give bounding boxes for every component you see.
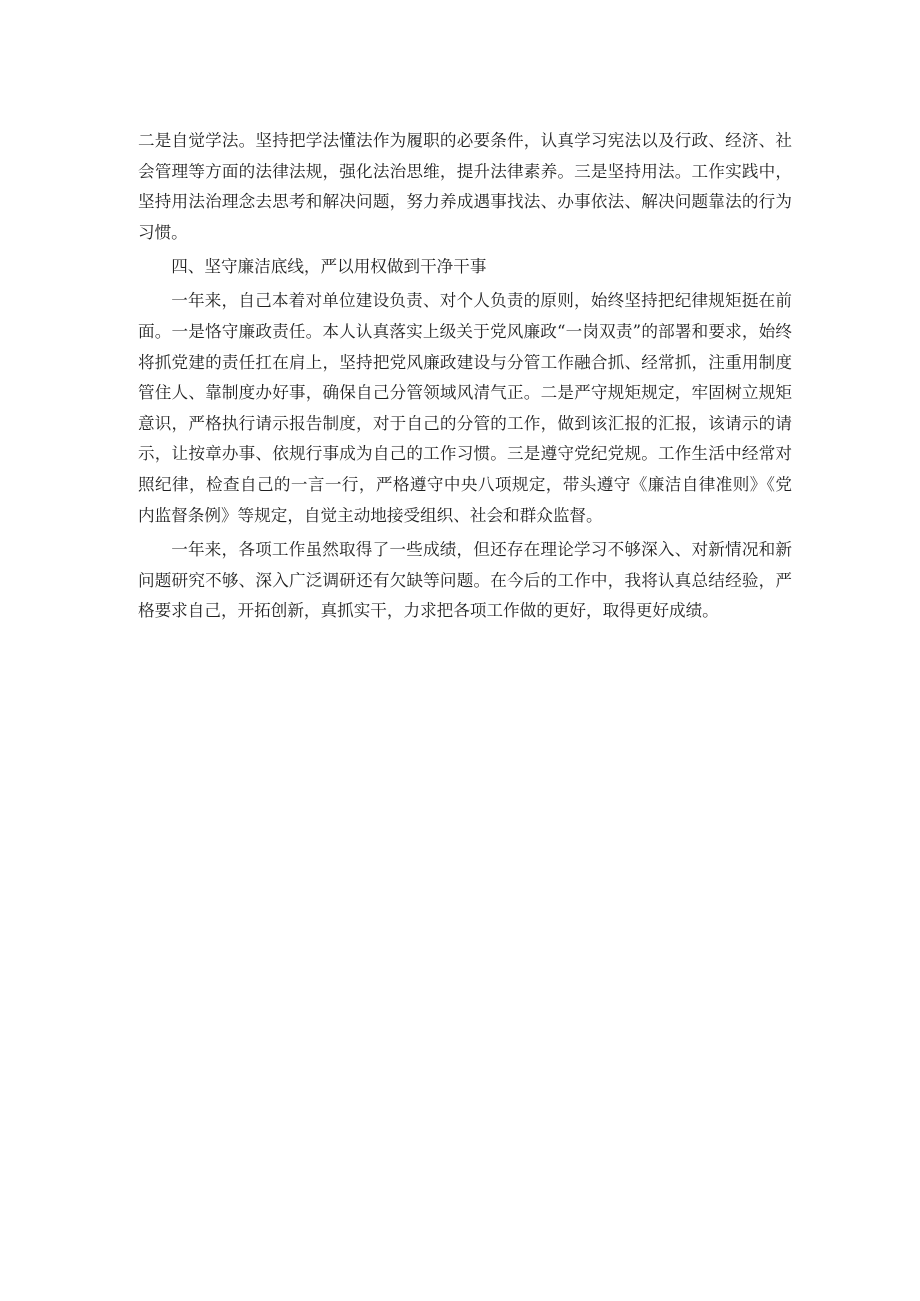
document-body — [138, 126, 792, 627]
section-heading-integrity: 四、坚守廉洁底线，严以用权做到干净干事 — [171, 257, 487, 277]
paragraph-discipline: 一年来，自己本着对单位建设负责、对个人负责的原则，始终坚持把纪律规矩挺在前面。一是恪守廉政责任。本人认真落实上级关于党风廉政“一岗双责”的部署和要求，始终将抓党建的责任扛在肩上，坚持把党风廉政建设与分管工作融合抓、经常抓，注重用制度管住人、靠制度办好事，确保自己分管领域风清气正。二是严守规矩规定，牢固树立规矩意识，严格执行请示报告制度，对于自己的分管的工作，做到该汇报的汇报，该请示的请示，让按章办事、依规行事成为自己的工作习惯。三是遵守党纪党规。工作生活中经常对照纪律，检查自己的一言一行，严格遵守中央八项规定，带头遵守《廉洁自律准则》《党内监督条例》等规定，自觉主动地接受组织、社会和群众监督。 — [138, 291, 792, 525]
paragraph-summary: 一年来，各项工作虽然取得了一些成绩，但还存在理论学习不够深入、对新情况和新问题研究不够、深入广泛调研还有欠缺等问题。在今后的工作中，我将认真总结经验，严格要求自己，开拓创新，真抓实干，力求把各项工作做的更好，取得更好成绩。 — [138, 540, 792, 621]
paragraph-study-law: 二是自觉学法。坚持把学法懂法作为履职的必要条件，认真学习宪法以及行政、经济、社会管理等方面的法律法规，强化法治思维，提升法律素养。三是坚持用法。工作实践中，坚持用法治理念去思考和解决问题，努力养成遇事找法、办事依法、解决问题靠法的行为习惯。 — [138, 131, 792, 242]
